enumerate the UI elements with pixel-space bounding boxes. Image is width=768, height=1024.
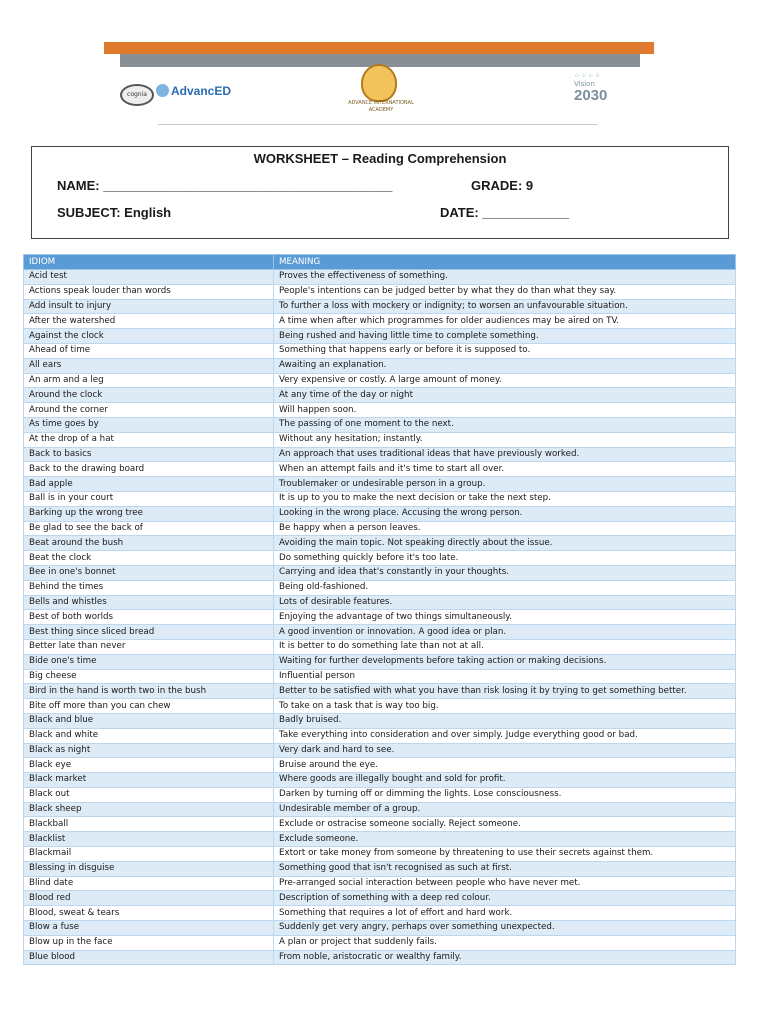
meaning-cell: Lots of desirable features. xyxy=(274,595,736,610)
meaning-cell: Influential person xyxy=(274,669,736,684)
meaning-cell: Exclude someone. xyxy=(274,832,736,847)
table-row xyxy=(24,270,736,285)
meaning-cell: From noble, aristocratic or wealthy family. xyxy=(274,950,736,965)
idiom-cell: Best thing since sliced bread xyxy=(24,625,274,640)
meaning-column-header: MEANING xyxy=(274,255,736,270)
idiom-cell: Beat around the bush xyxy=(24,536,274,551)
meaning-cell: Better to be satisfied with what you have than risk losing it by trying to get something better. xyxy=(274,684,736,699)
idiom-cell: Add insult to injury xyxy=(24,299,274,314)
table-row xyxy=(24,373,736,388)
meaning-cell: Looking in the wrong place. Accusing the wrong person. xyxy=(274,506,736,521)
academy-emblem-icon xyxy=(361,64,397,102)
meaning-cell: To further a loss with mockery or indignity; to worsen an unfavourable situation. xyxy=(274,299,736,314)
table-row xyxy=(24,358,736,373)
meaning-cell: A plan or project that suddenly fails. xyxy=(274,935,736,950)
meaning-cell: The passing of one moment to the next. xyxy=(274,417,736,432)
meaning-cell: Undesirable member of a group. xyxy=(274,802,736,817)
meaning-cell: Description of something with a deep red colour. xyxy=(274,891,736,906)
table-header-row xyxy=(24,255,736,270)
table-body xyxy=(24,270,736,965)
vision-year: 2030 xyxy=(574,87,608,104)
table-row xyxy=(24,314,736,329)
table-row xyxy=(24,743,736,758)
table-row xyxy=(24,847,736,862)
idiom-cell: Blackmail xyxy=(24,847,274,862)
worksheet-title: WORKSHEET – Reading Comprehension xyxy=(253,151,507,166)
meaning-cell: Be happy when a person leaves. xyxy=(274,521,736,536)
idiom-cell: Actions speak louder than words xyxy=(24,284,274,299)
idiom-cell: Blackball xyxy=(24,817,274,832)
idiom-cell: Blood red xyxy=(24,891,274,906)
meaning-cell: Badly bruised. xyxy=(274,713,736,728)
header-divider xyxy=(158,124,598,125)
table-row xyxy=(24,802,736,817)
logo-row xyxy=(104,66,654,118)
table-row xyxy=(24,343,736,358)
idiom-cell: Blessing in disguise xyxy=(24,861,274,876)
meaning-cell: Something that happens early or before it is supposed to. xyxy=(274,343,736,358)
table-row xyxy=(24,595,736,610)
table-row xyxy=(24,536,736,551)
table-row xyxy=(24,669,736,684)
meaning-cell: Suddenly get very angry, perhaps over something unexpected. xyxy=(274,921,736,936)
globe-icon xyxy=(156,84,169,97)
idiom-cell: Bite off more than you can chew xyxy=(24,699,274,714)
table-row xyxy=(24,817,736,832)
table-row xyxy=(24,432,736,447)
table-row xyxy=(24,773,736,788)
table-row xyxy=(24,699,736,714)
idiom-cell: Be glad to see the back of xyxy=(24,521,274,536)
idiom-cell: Blow up in the face xyxy=(24,935,274,950)
meaning-cell: Troublemaker or undesirable person in a group. xyxy=(274,477,736,492)
table-row xyxy=(24,462,736,477)
vision-dots-icon: ⁘⁘⁘⁘ xyxy=(574,72,602,80)
meaning-cell: Proves the effectiveness of something. xyxy=(274,270,736,285)
meaning-cell: Extort or take money from someone by threatening to use their secrets against them. xyxy=(274,847,736,862)
idiom-cell: Bide one's time xyxy=(24,654,274,669)
idiom-cell: Bird in the hand is worth two in the bush xyxy=(24,684,274,699)
table-row xyxy=(24,921,736,936)
table-row xyxy=(24,876,736,891)
meaning-cell: Waiting for further developments before taking action or making decisions. xyxy=(274,654,736,669)
cognia-logo xyxy=(120,84,154,106)
header-orange-band xyxy=(104,42,654,54)
table-row xyxy=(24,521,736,536)
idiom-cell: Blood, sweat & tears xyxy=(24,906,274,921)
idiom-cell: Bad apple xyxy=(24,477,274,492)
table-row xyxy=(24,728,736,743)
advanced-logo xyxy=(156,84,231,98)
meaning-cell: Without any hesitation; instantly. xyxy=(274,432,736,447)
vision-label: Vision xyxy=(574,80,595,88)
idiom-cell: Black market xyxy=(24,773,274,788)
idiom-cell: An arm and a leg xyxy=(24,373,274,388)
idiom-cell: Blacklist xyxy=(24,832,274,847)
table-row xyxy=(24,861,736,876)
idiom-cell: Back to the drawing board xyxy=(24,462,274,477)
idiom-cell: Back to basics xyxy=(24,447,274,462)
table-row xyxy=(24,654,736,669)
idiom-cell: Behind the times xyxy=(24,580,274,595)
table-row xyxy=(24,477,736,492)
table-row xyxy=(24,950,736,965)
meaning-cell: At any time of the day or night xyxy=(274,388,736,403)
meaning-cell: An approach that uses traditional ideas that have previously worked. xyxy=(274,447,736,462)
table-row xyxy=(24,565,736,580)
cognia-logo-label: cognia xyxy=(127,91,147,98)
idiom-cell: Black sheep xyxy=(24,802,274,817)
idiom-cell: Ball is in your court xyxy=(24,491,274,506)
idiom-cell: Black out xyxy=(24,787,274,802)
idiom-cell: Around the clock xyxy=(24,388,274,403)
table-row xyxy=(24,935,736,950)
idiom-cell: Bells and whistles xyxy=(24,595,274,610)
meaning-cell: Pre-arranged social interaction between people who have never met. xyxy=(274,876,736,891)
table-row xyxy=(24,891,736,906)
table-row xyxy=(24,832,736,847)
idiom-cell: After the watershed xyxy=(24,314,274,329)
idiom-cell: Best of both worlds xyxy=(24,610,274,625)
meaning-cell: Bruise around the eye. xyxy=(274,758,736,773)
idiom-cell: Black and blue xyxy=(24,713,274,728)
meaning-cell: Exclude or ostracise someone socially. Reject someone. xyxy=(274,817,736,832)
table-row xyxy=(24,447,736,462)
vision-2030-logo xyxy=(574,72,636,112)
table-row xyxy=(24,506,736,521)
idiom-cell: At the drop of a hat xyxy=(24,432,274,447)
table-row xyxy=(24,329,736,344)
idiom-cell: Blind date xyxy=(24,876,274,891)
meaning-cell: Being old-fashioned. xyxy=(274,580,736,595)
meaning-cell: Enjoying the advantage of two things simultaneously. xyxy=(274,610,736,625)
idiom-cell: Blow a fuse xyxy=(24,921,274,936)
meaning-cell: Where goods are illegally bought and sold for profit. xyxy=(274,773,736,788)
table-row xyxy=(24,491,736,506)
table-row xyxy=(24,906,736,921)
table-row xyxy=(24,284,736,299)
idiom-cell: Black as night xyxy=(24,743,274,758)
meaning-cell: Something that requires a lot of effort and hard work. xyxy=(274,906,736,921)
idiom-cell: Blue blood xyxy=(24,950,274,965)
worksheet-header-box xyxy=(31,146,729,239)
idiom-table xyxy=(23,254,736,965)
idiom-cell: Barking up the wrong tree xyxy=(24,506,274,521)
idiom-cell: Ahead of time xyxy=(24,343,274,358)
table-row xyxy=(24,713,736,728)
table-row xyxy=(24,551,736,566)
subject-field: SUBJECT: English xyxy=(57,205,172,220)
table-row xyxy=(24,388,736,403)
table-row xyxy=(24,787,736,802)
meaning-cell: Being rushed and having little time to complete something. xyxy=(274,329,736,344)
meaning-cell: Very expensive or costly. A large amount of money. xyxy=(274,373,736,388)
table-row xyxy=(24,417,736,432)
meaning-cell: To take on a task that is way too big. xyxy=(274,699,736,714)
table-row xyxy=(24,580,736,595)
idiom-cell: Beat the clock xyxy=(24,551,274,566)
idiom-cell: Acid test xyxy=(24,270,274,285)
meaning-cell: People's intentions can be judged better by what they do than what they say. xyxy=(274,284,736,299)
table-row xyxy=(24,758,736,773)
table-row xyxy=(24,403,736,418)
table-row xyxy=(24,684,736,699)
table-row xyxy=(24,610,736,625)
idiom-cell: Black eye xyxy=(24,758,274,773)
meaning-cell: Darken by turning off or dimming the lights. Lose consciousness. xyxy=(274,787,736,802)
table-row xyxy=(24,639,736,654)
meaning-cell: Very dark and hard to see. xyxy=(274,743,736,758)
meaning-cell: Avoiding the main topic. Not speaking directly about the issue. xyxy=(274,536,736,551)
meaning-cell: A time when after which programmes for older audiences may be aired on TV. xyxy=(274,314,736,329)
idiom-cell: Better late than never xyxy=(24,639,274,654)
idiom-cell: Black and white xyxy=(24,728,274,743)
idiom-cell: Bee in one's bonnet xyxy=(24,565,274,580)
academy-caption: ADVANCE INTERNATIONAL ACADEMY xyxy=(348,100,414,113)
meaning-cell: Will happen soon. xyxy=(274,403,736,418)
meaning-cell: It is up to you to make the next decision or take the next step. xyxy=(274,491,736,506)
meaning-cell: Awaiting an explanation. xyxy=(274,358,736,373)
idiom-cell: Around the corner xyxy=(24,403,274,418)
table-row xyxy=(24,625,736,640)
table-row xyxy=(24,299,736,314)
idiom-cell: Big cheese xyxy=(24,669,274,684)
idiom-cell: As time goes by xyxy=(24,417,274,432)
name-field: NAME: ________________________________________ xyxy=(57,178,393,193)
grade-field: GRADE: 9 xyxy=(471,178,534,193)
meaning-cell: Take everything into consideration and over simply. Judge everything good or bad. xyxy=(274,728,736,743)
meaning-cell: When an attempt fails and it's time to start all over. xyxy=(274,462,736,477)
meaning-cell: Carrying and idea that's constantly in your thoughts. xyxy=(274,565,736,580)
meaning-cell: Something good that isn't recognised as such at first. xyxy=(274,861,736,876)
meaning-cell: It is better to do something late than not at all. xyxy=(274,639,736,654)
idiom-cell: Against the clock xyxy=(24,329,274,344)
date-field: DATE: ____________ xyxy=(440,205,570,220)
idiom-column-header: IDIOM xyxy=(24,255,274,270)
meaning-cell: Do something quickly before it's too late. xyxy=(274,551,736,566)
meaning-cell: A good invention or innovation. A good idea or plan. xyxy=(274,625,736,640)
advanced-logo-label: AdvancED xyxy=(171,84,232,98)
idiom-cell: All ears xyxy=(24,358,274,373)
